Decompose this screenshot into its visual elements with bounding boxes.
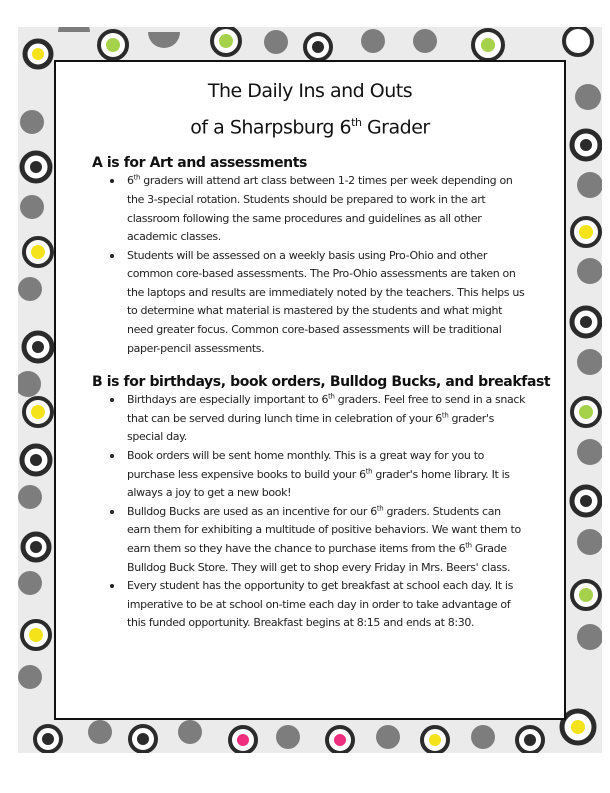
- section-a-list: [56, 172, 564, 358]
- bullet-icon: [110, 454, 114, 458]
- title-line-2-text: of a Sharpsburg 6: [190, 116, 352, 139]
- list-item: [127, 172, 527, 246]
- list-item-text: Book orders will be sent home monthly. This is a great way for you to purchase less expensive books to build your 6: [127, 449, 485, 481]
- section-b-heading: B is for birthdays, book orders, Bulldog Bucks, and breakfast: [92, 374, 551, 391]
- list-item-text: Bulldog Bucks are used as an incentive for our 6: [127, 504, 377, 518]
- title-line-2-end: Grader: [361, 116, 430, 139]
- list-item-text: graders. Students can earn them for exhibiting a multitude of positive behaviors. We want them to earn them so they have the chance to purchase items from the 6: [127, 504, 521, 556]
- list-item: [127, 447, 527, 503]
- list-item-text: grader's home library. It is always a joy to get a new book!: [127, 467, 510, 500]
- list-item-text: graders will attend art class between 1-2 times per week depending on the 3-special rotation. Students should be prepared to work in the art classroom following the same procedures and guidelines as all other academic classes.: [127, 174, 513, 244]
- superscript: th: [133, 173, 141, 182]
- bullet-icon: [110, 584, 114, 588]
- list-item: [127, 503, 527, 577]
- bullet-icon: [110, 398, 114, 402]
- superscript: th: [376, 504, 384, 513]
- list-item-text: graders. Feel free to send in a snack that can be served during lunch time in celebration of your 6: [127, 393, 526, 425]
- title-line-2: [56, 107, 564, 143]
- list-item: [127, 577, 527, 633]
- superscript: th: [441, 411, 449, 420]
- superscript: th: [465, 541, 472, 550]
- title-line-1: The Daily Ins and Outs: [207, 80, 413, 102]
- document-page: [54, 60, 566, 720]
- superscript: th: [365, 466, 373, 475]
- page-title: [56, 76, 564, 143]
- bullet-icon: [110, 254, 114, 258]
- list-item-text: Birthdays are especially important to 6: [127, 393, 329, 407]
- list-item-text: grader's special day.: [127, 411, 495, 444]
- list-item-text: Grade Bulldog Buck Store. They will get to shop every Friday in Mrs. Beers' class.: [127, 542, 511, 574]
- list-item: [127, 391, 527, 447]
- section-b-list: [56, 391, 564, 633]
- list-item-text: Students will be assessed on a weekly basis using Pro-Ohio and other common core-based assessments. The Pro-Ohio assessments are taken on the laptops and results are immediately noted by the teachers. This helps us to determine what material is mastered by the students and what might need greater focus. Common core-based assessments will be traditional paper-pencil assessments.: [127, 248, 525, 355]
- title-superscript: th: [351, 116, 362, 129]
- superscript: th: [328, 392, 335, 401]
- list-item-text: Every student has the opportunity to get breakfast at school each day. It is imperative to be at school on-time each day in order to take advantage of this funded opportunity. Breakfast begins at 8:15 and ends at 8:30.: [127, 579, 514, 630]
- section-a-heading: A is for Art and assessments: [92, 155, 307, 172]
- bullet-icon: [110, 510, 114, 514]
- list-item-text: 6: [127, 174, 134, 188]
- page-margin: [0, 755, 610, 793]
- bullet-icon: [110, 179, 114, 183]
- list-item: [127, 247, 527, 359]
